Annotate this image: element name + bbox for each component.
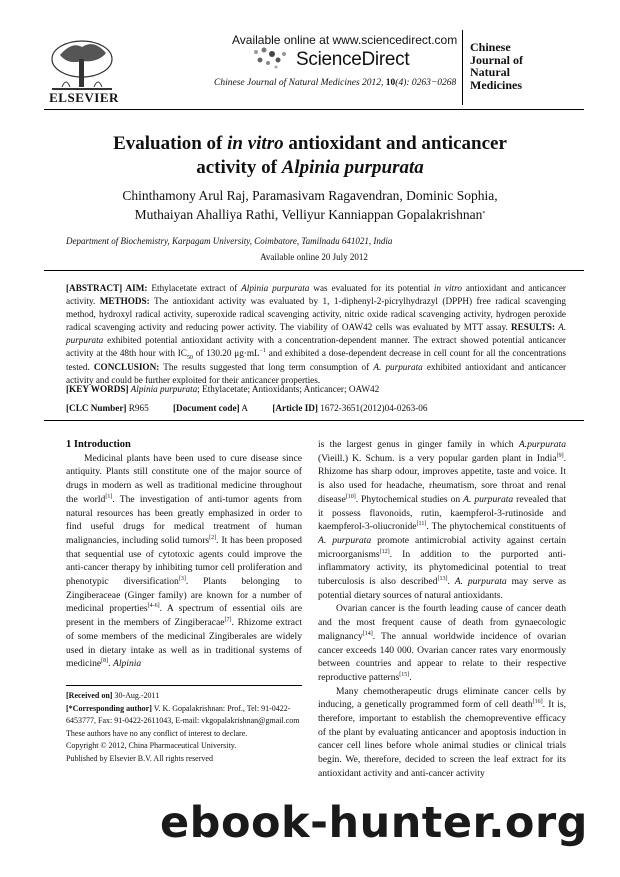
publisher-name: ELSEVIER [49, 90, 119, 105]
intro-paragraph-2: Ovarian cancer is the fourth leading cause of cancer death and the most frequent cause of death from gynaecologic malignancy[14]. The annual worldwide incidence of ovarian cancer exceeds 140 000. Ovarian cancer rates vary enormously between countries and appear to relate to their respective reproductive patterns[15]. [318, 603, 566, 683]
sciencedirect-dots-icon [250, 46, 292, 70]
available-date: Available online 20 July 2012 [260, 252, 368, 262]
author-list: Chinthamony Arul Raj, Paramasivam Ragavendran, Dominic Sophia, Muthaiyan Ahalliya Rathi, Velliyur Kanniappan Gopalakrishnan* [122, 188, 498, 222]
abstract: [ABSTRACT] AIM: Ethylacetate extract of Alpinia purpurata was evaluated for its potential in vitro antioxidant and anticancer activity. METHODS: The antioxidant activity was evaluated by 1, 1-diphenyl-2-picrylhydrazyl (DPPH) free radical scavenging method, hydroxyl radical activity, superoxide radical scavenging activity, nitric oxide radical scavenging activity, hydrogen peroxide radical scavenging activity and reducing power activity. The viability of OAW42 cells was evaluated by MTT assay. RESULTS: A. purpurata exhibited potential antioxidant activity with a concentration-dependent manner. The extract showed potential anticancer activity at the 48th hour with $IC_{50}$ of 130.20 $\mu g\cdot mL^{-1}$ and exhibited a dose-dependent decrease in cell count for all the concentrations tested. CONCLUSION: The results suggested that long term consumption of A. purpurata exhibited antioxidant and anticancer activity and could be further exploited for their anticancer properties. [66, 283, 567, 385]
intro-paragraph-1: Medicinal plants have been used to cure disease since antiquity. Plants still constitute one of the major source of drugs in modern as well as traditional medicine throughout the world[1]. The investigation of anti-tumor agents from natural resources has been greatly emphasized in order to find useful drugs for medical treatment of human malignancies, including solid tumors[2]. It has been proposed that sequential use of cytotoxic agents could improve the anti-cancer therapy by inhibiting tumor cell proliferation and phenotypic diversification[3]. Plants belonging to Zingiberaceae (Ginger family) are known for a number of medicinal properties[4-6]. A spectrum of essential oils are present in the members of Zingiberacae[7]. Rhizome extract of some members of the medicinal Zingiberales are widely used in dietary intake as well as in traditional systems of medicine[8]. Alpinia [66, 452, 302, 670]
watermark-text: ebook-hunter.org [160, 798, 588, 848]
intro-paragraph-1-cont: is the largest genus in ginger family in which A.purpurata (Vieill.) K. Schum. is a very popular garden plant in India[9]. Rhizome has sharp odour, improves appetite, taste and voice. It is also used for headache, rheumatism, sore throat and renal disease[10]. Phytochemical studies on A. purpurata revealed that it possess flavonoids, rutin, kaempferol-3-rutinoside and kaempferol-3-oliucronide[11]. The phytochemical constituents of A. purpurata promote antimicrobial activity against certain microorganisms[12]. In addition to the purported anti-inflammatory activity, its phytomedicinal potential to treat tuberculosis is also described[13]. A. purpurata may serve as potential dietary sources of natural antioxidants. [318, 439, 566, 601]
journal-citation: Chinese Journal of Natural Medicines 2012, 10(4): 0263−0268 [214, 78, 457, 88]
article-title: Evaluation of in vitro antioxidant and anticancer activity of Alpinia purpurata [113, 133, 507, 178]
affiliation: Department of Biochemistry, Karpagam University, Coimbatore, Tamilnadu 641021, India [66, 236, 393, 246]
journal-name: Chinese Journal of Natural Medicines [470, 40, 524, 92]
abstract-bottom-rule [44, 420, 584, 421]
abstract-top-rule [44, 270, 584, 271]
section-heading: 1 Introduction [66, 439, 131, 450]
sciencedirect-logo-text: ScienceDirect [296, 49, 410, 70]
header-rule [44, 109, 584, 110]
footnote-rule [66, 685, 302, 686]
classification-codes: [CLC Number] R965 [Document code] A [Article ID] 1672-3651(2012)04-0263-06 [66, 403, 428, 413]
intro-paragraph-3: Many chemotherapeutic drugs eliminate cancer cells by inducing, a genetically programmed form of cell death[16]. It is, therefore, important to establish the chemopreventive efficacy of the plant by evaluating anticancer and apoptosis induction in cancer cell lines before whole animal studies or clinical trials begin. We, therefore, decided to screen the leaf extract for its antioxidant activity and anti-cancer activity [318, 685, 566, 779]
keywords: [KEY WORDS] Alpinia purpurata; Ethylacetate; Antioxidants; Anticancer; OAW42 [66, 384, 380, 394]
footnotes: [Received on] 30-Aug.-2011 [*Corresponding author] V. K. Gopalakrishnan: Prof., Tel: 91-0422-6453777, Fax: 91-0422-2611043, E-mail: vkgopalakrishnan@gmail.com These authors have no any conflict of interest to declare. Copyright © 2012, China Pharmaceutical University. Published by Elsevier B.V. All rights reserved [66, 691, 300, 763]
available-online-text: Available online at www.sciencedirect.com [232, 33, 458, 47]
right-column [318, 438, 566, 781]
left-column [66, 438, 302, 671]
